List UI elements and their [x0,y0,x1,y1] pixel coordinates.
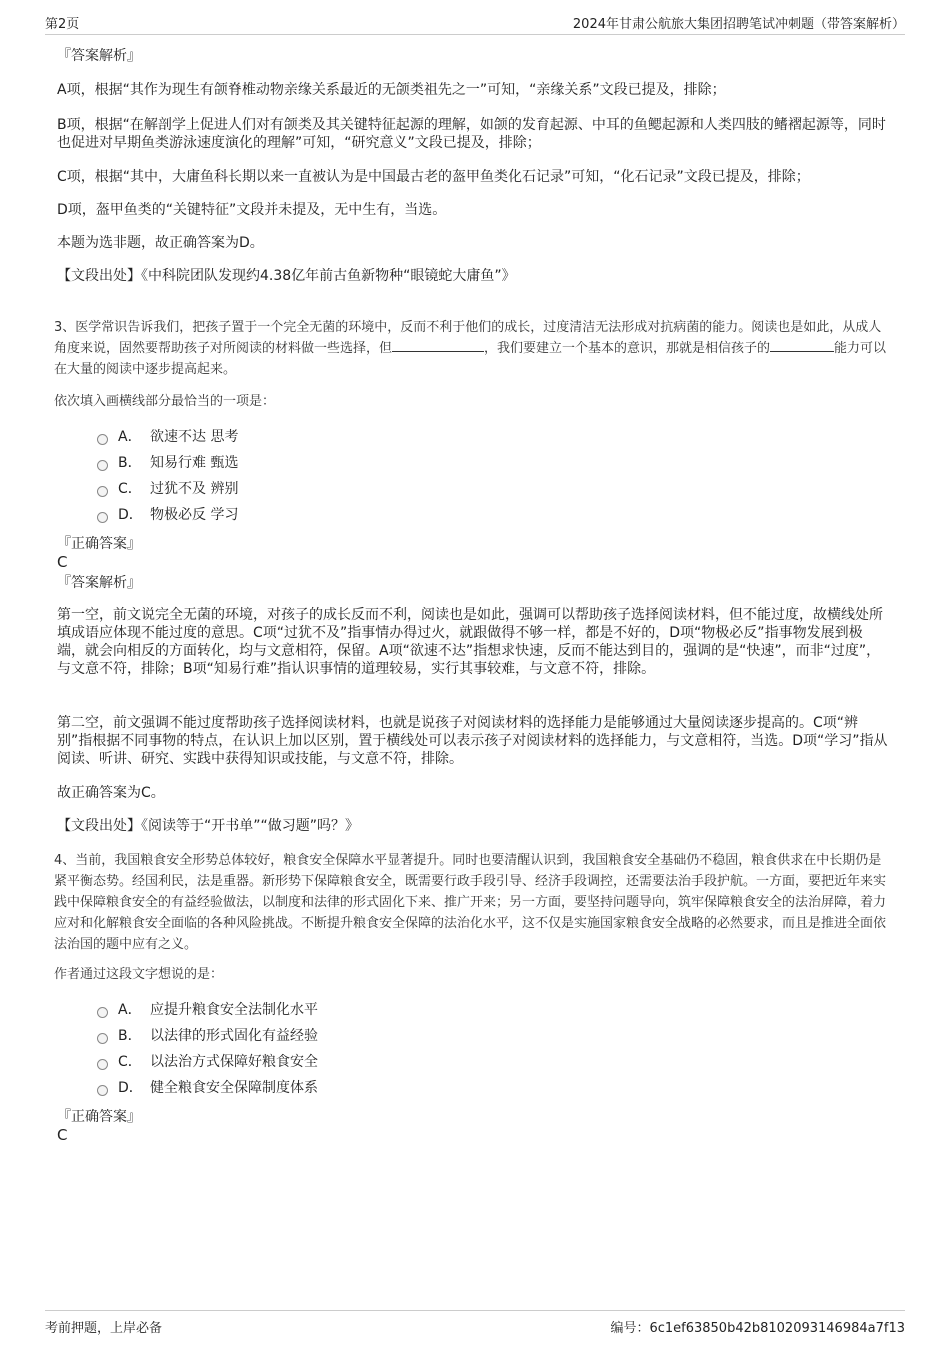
q3-prompt: 依次填入画横线部分最恰当的一项是： [54,394,276,409]
q2-analysis-b: B项，根据“在解剖学上促进人们对有颌类及其关键特征起源的理解，如颌的发育起源、中耳的鱼鳃起源和人类四肢的鳍褶起源等，同时也促进对早期鱼类游泳速度演化的理解”可知，“研究意义”文段已提及，排除； [57,117,886,151]
radio-icon[interactable] [97,486,108,497]
q4-option-c[interactable]: C． 以法治方式保障好粮食安全 [97,1052,318,1072]
q3-correct-answer: C [57,553,68,571]
q3-analysis-1: 第一空，前文说完全无菌的环境，对孩子的成长反而不利，阅读也是如此，强调可以帮助孩子选择阅读材料，但不能过度，故横线处所填成语应体现不能过度的意思。C项“过犹不及”指事情办得过火，就跟做得不够一样，都是不好的，D项“物极必反”指事物发展到极端，就会向相反的方面转化，均与文意相符，保留。A项“欲速不达”指想求快速，反而不能达到目的，强调的是“快速”，而非“过度”，与文意不符，排除；B项“知易行难”指认识事情的道理较易，实行其事较难，与文意不符，排除。 [57,607,883,677]
q3-blank-2 [770,338,834,352]
radio-icon[interactable] [97,434,108,445]
page-number: 第2页 [45,17,80,32]
radio-icon[interactable] [97,1007,108,1018]
q3-option-a[interactable]: A． 欲速不达 思考 [97,427,238,447]
q2-analysis-d: D项，盔甲鱼类的“关键特征”文段并未提及，无中生有，当选。 [57,202,447,218]
radio-icon[interactable] [97,1059,108,1070]
document-id: 编号：6c1ef63850b42b8102093146984a7f13 [610,1321,905,1336]
q2-analysis-a: A项，根据“其作为现生有颌脊椎动物亲缘关系最近的无颌类祖先之一”可知，“亲缘关系”文段已提及，排除； [57,82,726,98]
radio-icon[interactable] [97,1033,108,1044]
q3-source: 【文段出处】《阅读等于“开书单”“做习题”吗？》 [57,818,360,834]
q3-conclusion: 故正确答案为C。 [57,785,165,801]
page-header [45,10,905,35]
q2-analysis-label: 『答案解析』 [57,48,141,64]
q4-option-d[interactable]: D． 健全粮食安全保障制度体系 [97,1078,318,1098]
q2-analysis-c: C项，根据“其中，大庸鱼科长期以来一直被认为是中国最古老的盔甲鱼类化石记录”可知，“化石记录”文段已提及，排除； [57,169,810,185]
q4-stem: 4、当前，我国粮食安全形势总体较好，粮食安全保障水平显著提升。同时也要清醒认识到，我国粮食安全基础仍不稳固，粮食供求在中长期仍是紧平衡态势。经国利民，法是重器。新形势下保障粮食安全，既需要行政手段引导、经济手段调控，还需要法治手段护航。一方面，要把近年来实践中保障粮食安全的有益经验做法，以制度和法律的形式固化下来、推广开来；另一方面，要坚持问题导向，筑牢保障粮食安全的法治屏障，着力应对和化解粮食安全面临的各种风险挑战。不断提升粮食安全保障的法治化水平，这不仅是实施国家粮食安全战略的必然要求，而且是推进全面依法治国的题中应有之义。 [54,853,887,952]
q4-correct-answer: C [57,1126,68,1144]
q4-option-b[interactable]: B． 以法律的形式固化有益经验 [97,1026,318,1046]
footer-slogan: 考前押题，上岸必备 [45,1321,163,1336]
radio-icon[interactable] [97,460,108,471]
q3-correct-label: 『正确答案』 [57,536,141,552]
q3-option-d[interactable]: D． 物极必反 学习 [97,505,238,525]
radio-icon[interactable] [97,1085,108,1096]
q3-option-c[interactable]: C． 过犹不及 辨别 [97,479,238,499]
q3-blank-1 [392,338,484,352]
q4-option-a[interactable]: A． 应提升粮食安全法制化水平 [97,1000,318,1020]
q4-correct-label: 『正确答案』 [57,1109,141,1125]
page-footer [45,1310,905,1336]
radio-icon[interactable] [97,512,108,523]
q3-analysis-2: 第二空，前文强调不能过度帮助孩子选择阅读材料，也就是说孩子对阅读材料的选择能力是能够通过大量阅读逐步提高的。C项“辨别”指根据不同事物的特点，在认识上加以区别，置于横线处可以表示孩子对阅读材料的选择能力，与文意相符，当选。D项“学习”指从阅读、听讲、研究、实践中获得知识或技能，与文意不符，排除。 [57,715,888,767]
q2-conclusion: 本题为选非题，故正确答案为D。 [57,235,264,251]
q2-source: 【文段出处】《中科院团队发现约4.38亿年前古鱼新物种“眼镜蛇大庸鱼”》 [57,268,516,284]
q4-prompt: 作者通过这段文字想说的是： [54,967,224,982]
q3-analysis-label: 『答案解析』 [57,575,141,591]
q3-stem: 3、医学常识告诉我们，把孩子置于一个完全无菌的环境中，反而不利于他们的成长，过度清洁无法形成对抗病菌的能力。阅读也是如此，从成人角度来说，固然要帮助孩子对所阅读的材料做一些选择，但 ，我们要建立一个基本的意识，那就是相信孩子的 能力可以在大量的阅读中逐步提高起来。 [54,320,887,377]
q3-option-b[interactable]: B． 知易行难 甄选 [97,453,238,473]
document-title: 2024年甘肃公航旅大集团招聘笔试冲刺题（带答案解析） [572,17,905,32]
